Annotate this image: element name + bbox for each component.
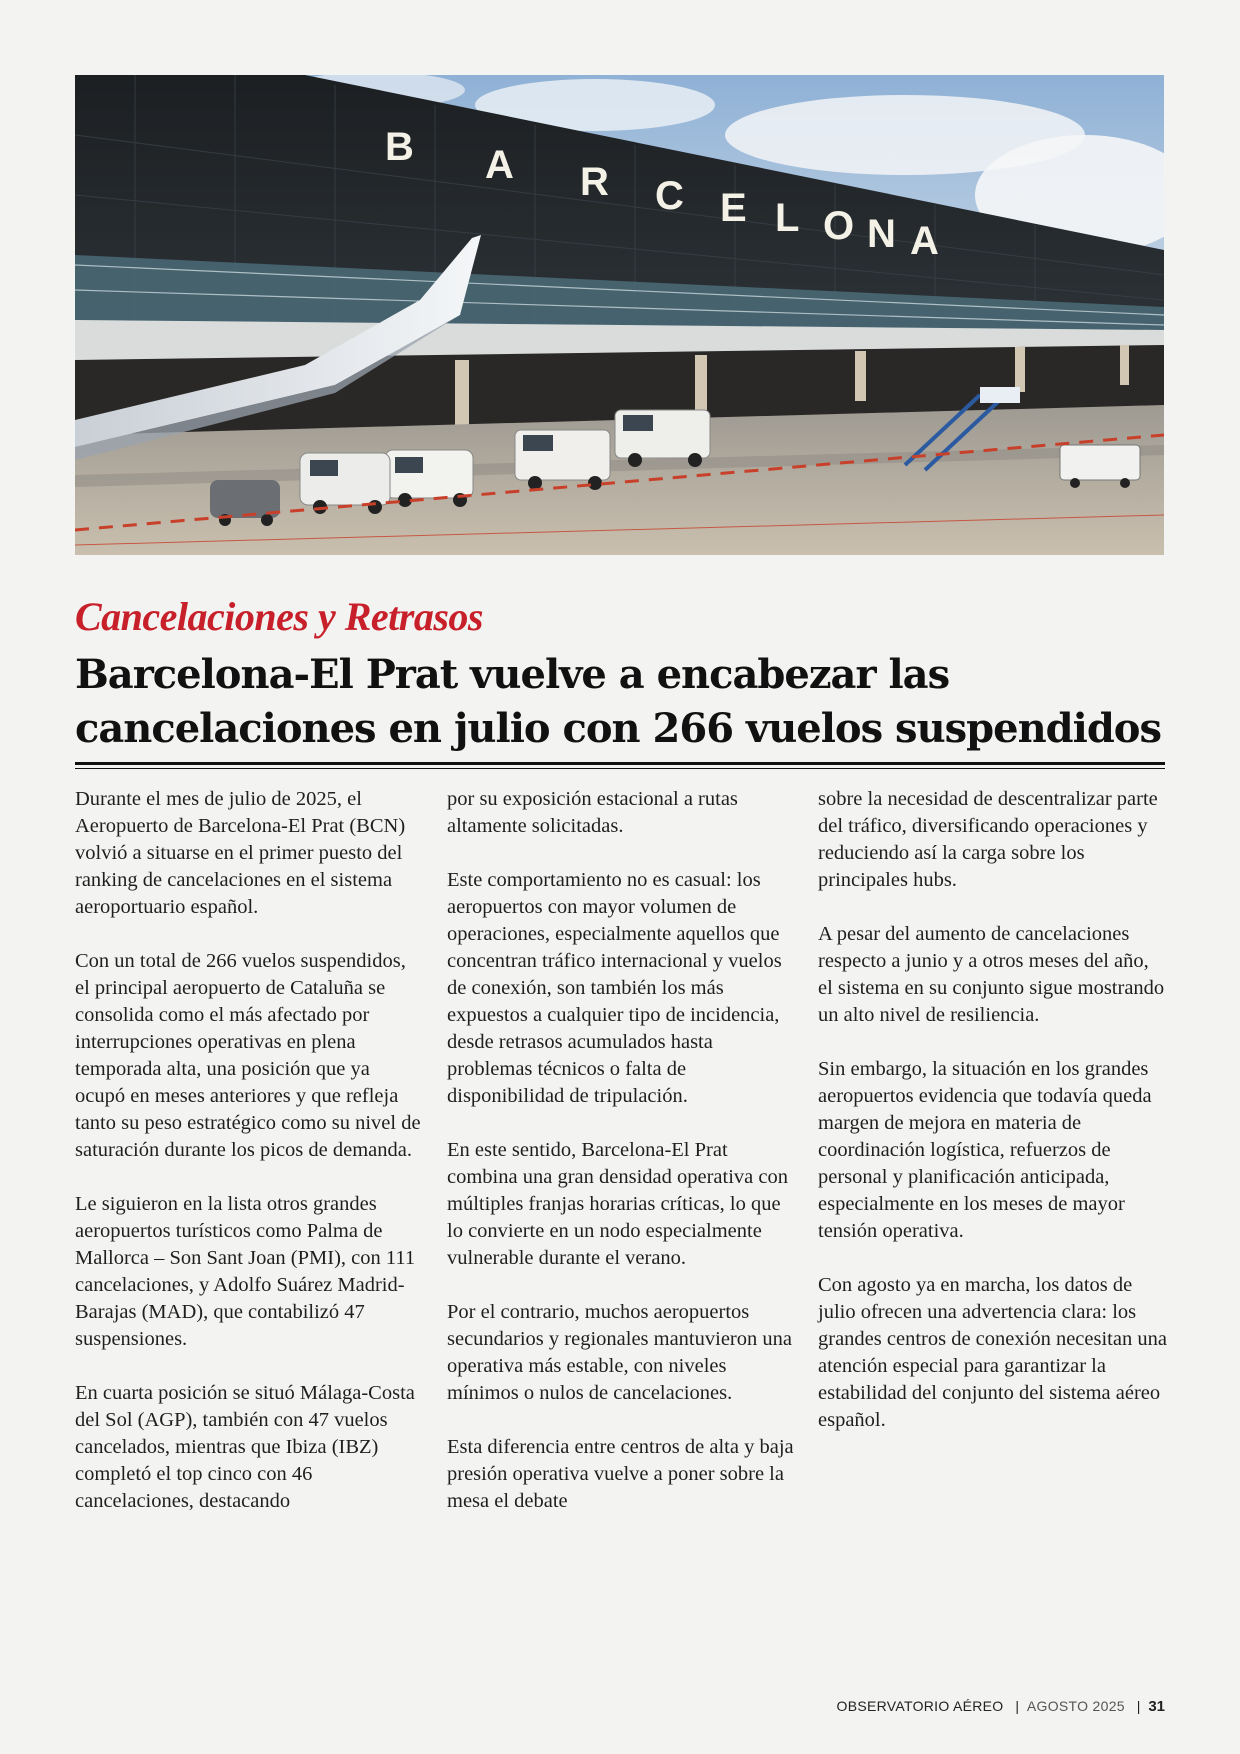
paragraph: Sin embargo, la situación en los grandes aeropuertos evidencia que todavía queda margen de mejora en materia de coordinación logística, refuerzos de personal y planificación anticipada, especialmente en los meses de mayor tensión operativa. [818,1058,1152,1242]
article-headline [75,648,1175,756]
paragraph: Esta diferencia entre centros de alta y baja presión operativa vuelve a poner sobre la mesa el debate [447,1436,794,1512]
paragraph: A pesar del aumento de cancelaciones respecto a junio y a otros meses del año, el sistema en su conjunto sigue mostrando un alto nivel de resiliencia. [818,923,1165,1026]
sign-letter-9: A [910,219,939,263]
paragraph: Durante el mes de julio de 2025, el Aeropuerto de Barcelona-El Prat (BCN) volvió a situarse en el primer puesto del ranking de cancelaciones en el sistema aeroportuario español. [75,788,406,918]
headline-rule [75,762,1165,765]
page-number: 31 [1148,1698,1165,1715]
headline-rule-thin [75,768,1165,769]
sign-letter-1: B [385,125,414,169]
page-footer [837,1698,1165,1715]
paragraph: Con un total de 266 vuelos suspendidos, el principal aeropuerto de Cataluña se consolida como el más afectado por interrupciones operativas en plena temporada alta, una posición que ya ocupó en meses anteriores y que refleja tanto su peso estratégico como su nivel de saturación durante los picos de demanda. [75,950,421,1161]
airport-terminal-illustration [75,75,1164,555]
sign-letter-2: A [485,143,514,187]
issue-date: AGOSTO 2025 [1026,1698,1125,1714]
footer-separator: | [1015,1698,1020,1714]
headline-line-1: Barcelona-El Prat vuelve a encabezar las [75,651,950,698]
sign-letter-8: N [867,212,896,256]
publication-name: OBSERVATORIO AÉREO [836,1698,1004,1714]
sign-letter-3: R [580,160,609,204]
paragraph: por su exposición estacional a rutas altamente solicitadas. [447,788,738,837]
body-column-2 [447,786,797,1542]
hero-photo [75,75,1164,555]
section-kicker: Cancelaciones y Retrasos [75,594,483,639]
sign-letter-7: O [823,204,855,248]
paragraph: Le siguieron en la lista otros grandes aeropuertos turísticos como Palma de Mallorca – Son Sant Joan (PMI), con 111 cancelaciones, y Adolfo Suárez Madrid-Barajas (MAD), que contabilizó 47 suspensiones. [75,1193,416,1350]
sign-letter-6: L [775,196,800,240]
paragraph: Por el contrario, muchos aeropuertos secundarios y regionales mantuvieron una operativa más estable, con niveles mínimos o nulos de cancelaciones. [447,1301,792,1404]
sign-letter-5: E [720,186,747,230]
paragraph: sobre la necesidad de descentralizar parte del tráfico, diversificando operaciones y reduciendo así la carga sobre los principales hubs. [818,788,1158,891]
paragraph: Este comportamiento no es casual: los aeropuertos con mayor volumen de operaciones, especialmente aquellos que concentran tráfico internacional y vuelos de conexión, son también los más expuestos a cualquier tipo de incidencia, desde retrasos acumulados hasta problemas técnicos o falta de disponibilidad de tripulación. [447,869,782,1107]
page-separator: | [1136,1698,1141,1714]
paragraph: En cuarta posición se situó Málaga-Costa del Sol (AGP), también con 47 vuelos cancelados, mientras que Ibiza (IBZ) completó el top cinco con 46 cancelaciones, destacando [75,1382,415,1512]
paragraph: Con agosto ya en marcha, los datos de julio ofrecen una advertencia clara: los grandes centros de conexión necesitan una atención especial para garantizar la estabilidad del conjunto del sistema aéreo español. [818,1274,1167,1431]
paragraph: En este sentido, Barcelona-El Prat combina una gran densidad operativa con múltiples franjas horarias críticas, lo que lo convierte en un nodo especialmente vulnerable durante el verano. [447,1139,788,1269]
body-column-3 [818,786,1168,1461]
headline-line-2: cancelaciones en julio con 266 vuelos suspendidos [75,705,1161,752]
sign-letter-4: C [655,174,684,218]
body-column-1 [75,786,425,1542]
